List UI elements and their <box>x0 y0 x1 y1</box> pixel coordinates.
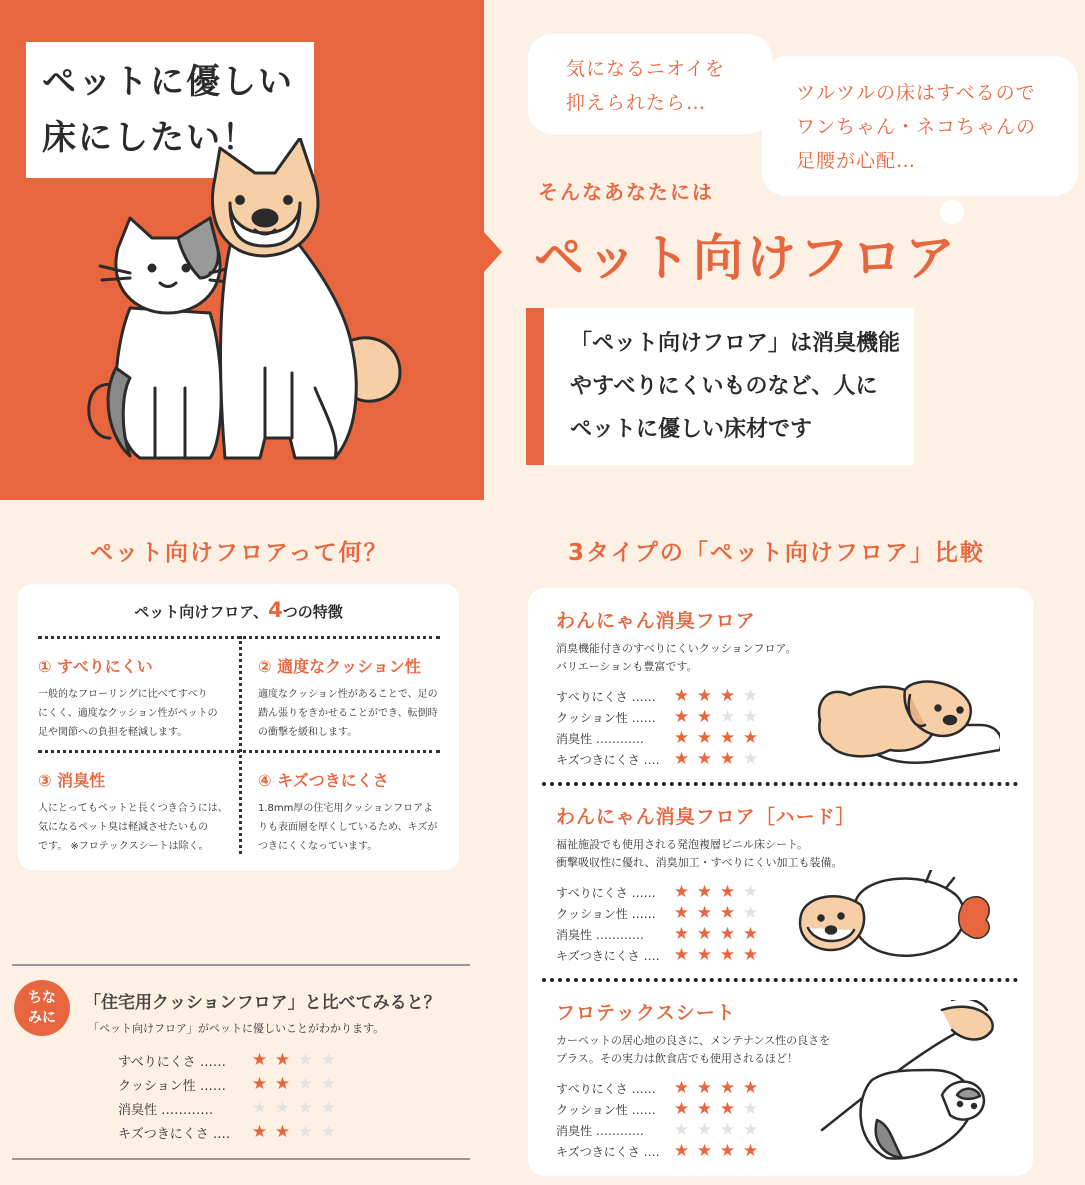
star-empty-icon: ★ <box>742 686 759 706</box>
dog-lying-illustration <box>796 870 996 966</box>
star-rating <box>248 1050 340 1071</box>
rating-row: 消臭性 ‥‥‥‥‥‥ ★ ★ ★ ★ <box>556 1120 856 1141</box>
star-filled-icon: ★ <box>673 749 690 769</box>
note-subtitle: 「ペット向けフロア」がペットに優しいことがわかります。 <box>88 1022 385 1035</box>
star-filled-icon: ★ <box>719 924 736 944</box>
rating-row: キズつきにくさ ‥‥ ★ ★ ★ ★ <box>556 945 856 966</box>
features-card-title: ペット向けフロア、4つの特徴 <box>134 598 343 622</box>
star-rating <box>670 686 762 707</box>
note-ratings <box>118 1048 340 1144</box>
star-empty-icon: ★ <box>742 749 759 769</box>
hero-intro: そんなあなたには <box>538 180 714 204</box>
star-filled-icon: ★ <box>251 1121 268 1142</box>
star-filled-icon: ★ <box>696 1078 713 1098</box>
star-empty-icon: ★ <box>297 1121 314 1142</box>
star-filled-icon: ★ <box>696 903 713 923</box>
star-filled-icon: ★ <box>673 1099 690 1119</box>
star-filled-icon: ★ <box>251 1073 268 1094</box>
star-empty-icon: ★ <box>320 1097 337 1118</box>
star-filled-icon: ★ <box>696 882 713 902</box>
star-filled-icon: ★ <box>696 728 713 748</box>
star-filled-icon: ★ <box>673 903 690 923</box>
star-filled-icon: ★ <box>719 749 736 769</box>
star-filled-icon: ★ <box>742 1078 759 1098</box>
rating-row: クッション性 ‥‥‥ ★ ★ ★ ★ <box>556 903 856 924</box>
star-filled-icon: ★ <box>719 1078 736 1098</box>
rating-row: キズつきにくさ ‥‥ ★ ★ ★ ★ <box>118 1120 340 1144</box>
star-rating <box>670 707 762 728</box>
star-filled-icon: ★ <box>742 945 759 965</box>
star-filled-icon: ★ <box>274 1121 291 1142</box>
star-rating <box>670 749 762 770</box>
star-filled-icon: ★ <box>274 1049 291 1070</box>
rating-row: クッション性 ‥‥‥ ★ ★ ★ ★ <box>556 1099 856 1120</box>
star-filled-icon: ★ <box>719 903 736 923</box>
rating-row: クッション性 ‥‥‥ ★ ★ ★ ★ <box>118 1072 340 1096</box>
star-rating <box>670 924 762 945</box>
star-filled-icon: ★ <box>673 686 690 706</box>
star-filled-icon: ★ <box>742 1141 759 1161</box>
star-empty-icon: ★ <box>719 1120 736 1140</box>
star-filled-icon: ★ <box>673 882 690 902</box>
rating-row: すべりにくさ ‥‥‥ ★ ★ ★ ★ <box>556 1078 856 1099</box>
star-filled-icon: ★ <box>251 1049 268 1070</box>
note-badge: ちな みに <box>14 980 70 1036</box>
star-rating <box>670 903 762 924</box>
cat-and-dog-illustration <box>60 138 430 483</box>
rating-row: 消臭性 ‥‥‥‥‥‥ ★ ★ ★ ★ <box>556 728 856 749</box>
floor-type-wannyan: わんにゃん消臭フロア 消臭機能付きのすべりにくいクッションフロア。 バリエーションも豊富です。 すべりにくさ ‥‥‥ ★ ★ ★ ★ クッション性 ‥‥‥ ★ ★ ★ ★ 消臭性 ‥‥‥‥‥‥ ★ ★ ★ ★ キズつきにくさ ‥‥ ★ ★ ★ ★ <box>556 606 856 770</box>
star-filled-icon: ★ <box>742 924 759 944</box>
star-empty-icon: ★ <box>320 1073 337 1094</box>
star-filled-icon: ★ <box>274 1073 291 1094</box>
floor-type-flotex: フロテックスシート カーペットの居心地の良さに、メンテナンス性の良さを プラス。その実力は飲食店でも使用されるほど！ すべりにくさ ‥‥‥ ★ ★ ★ ★ クッション性 ‥‥‥ ★ ★ ★ ★ 消臭性 ‥‥‥‥‥‥ ★ ★ ★ ★ キズつきにくさ ‥‥ ★ ★ ★ ★ <box>556 998 856 1162</box>
bubble-dot-small <box>926 184 938 196</box>
star-filled-icon: ★ <box>673 945 690 965</box>
rating-row: すべりにくさ ‥‥‥ ★ ★ ★ ★ <box>118 1048 340 1072</box>
comparison-card <box>528 588 1033 1176</box>
star-filled-icon: ★ <box>696 1141 713 1161</box>
star-empty-icon: ★ <box>696 1120 713 1140</box>
star-filled-icon: ★ <box>719 686 736 706</box>
feature-item: ① すべりにくい 一般的なフローリングに比べてすべり にくく、適度なクッション性がペットの 足や関節への負担を軽減します。 <box>38 657 218 738</box>
star-rating <box>670 1141 762 1162</box>
star-empty-icon: ★ <box>742 1120 759 1140</box>
divider <box>542 978 1018 982</box>
star-empty-icon: ★ <box>320 1121 337 1142</box>
divider <box>239 636 242 854</box>
star-empty-icon: ★ <box>320 1049 337 1070</box>
star-rating <box>670 945 762 966</box>
rating-row: すべりにくさ ‥‥‥ ★ ★ ★ ★ <box>556 686 856 707</box>
rating-row: 消臭性 ‥‥‥‥‥‥ ★ ★ ★ ★ <box>556 924 856 945</box>
star-filled-icon: ★ <box>673 924 690 944</box>
rating-row: キズつきにくさ ‥‥ ★ ★ ★ ★ <box>556 1141 856 1162</box>
star-empty-icon: ★ <box>719 707 736 727</box>
cat-playing-illustration <box>812 1000 1012 1162</box>
hero-title: ペット向けフロア <box>534 229 958 287</box>
star-filled-icon: ★ <box>719 1141 736 1161</box>
star-rating <box>670 1120 762 1141</box>
star-filled-icon: ★ <box>719 882 736 902</box>
star-filled-icon: ★ <box>696 749 713 769</box>
feature-item: ③ 消臭性 人にとってもペットと長くつき合うには、 気になるペット臭は軽減させたいもの です。 ※フロテックスシートは除く。 <box>38 771 228 852</box>
star-empty-icon: ★ <box>297 1049 314 1070</box>
star-filled-icon: ★ <box>696 686 713 706</box>
rating-row: すべりにくさ ‥‥‥ ★ ★ ★ ★ <box>556 882 856 903</box>
star-rating <box>670 1078 762 1099</box>
feature-item: ② 適度なクッション性 適度なクッション性があることで、足の 踏ん張りをきかせることができ、転倒時 の衝撃を緩和します。 <box>258 657 438 738</box>
star-empty-icon: ★ <box>274 1097 291 1118</box>
rating-row: クッション性 ‥‥‥ ★ ★ ★ ★ <box>556 707 856 728</box>
comparison-section-title: 3タイプの「ペット向けフロア」比較 <box>568 540 985 566</box>
note-title: 「住宅用クッションフロア」と比べてみると？ <box>84 993 441 1013</box>
speech-bubble-slippery: ツルツルの床はすべるので ワンちゃん・ネコちゃんの 足腰が心配… <box>762 56 1078 196</box>
hero-description: 「ペット向けフロア」は消臭機能 やすべりにくいものなど、人に ペットに優しい床材です <box>526 308 914 465</box>
features-section-title: ペット向けフロアって何？ <box>90 540 389 566</box>
star-empty-icon: ★ <box>297 1073 314 1094</box>
feature-item: ④ キズつきにくさ 1.8mm厚の住宅用クッションフロアよ りも表面層を厚くしているため、キズが つきにくくなっています。 <box>258 771 438 852</box>
star-filled-icon: ★ <box>696 924 713 944</box>
star-rating <box>670 1099 762 1120</box>
star-filled-icon: ★ <box>696 945 713 965</box>
star-rating <box>248 1122 340 1143</box>
star-filled-icon: ★ <box>719 1099 736 1119</box>
features-card <box>18 584 459 870</box>
star-rating <box>670 882 762 903</box>
dog-with-pillow-illustration <box>810 680 1000 772</box>
star-empty-icon: ★ <box>251 1097 268 1118</box>
star-filled-icon: ★ <box>673 1078 690 1098</box>
star-filled-icon: ★ <box>719 945 736 965</box>
star-empty-icon: ★ <box>673 1120 690 1140</box>
rating-row: 消臭性 ‥‥‥‥‥‥ ★ ★ ★ ★ <box>118 1096 340 1120</box>
star-empty-icon: ★ <box>742 903 759 923</box>
star-empty-icon: ★ <box>297 1097 314 1118</box>
star-filled-icon: ★ <box>696 707 713 727</box>
star-filled-icon: ★ <box>719 728 736 748</box>
star-rating <box>248 1098 340 1119</box>
star-empty-icon: ★ <box>742 882 759 902</box>
star-empty-icon: ★ <box>742 1099 759 1119</box>
speech-bubble-odor: 気になるニオイを 抑えられたら… <box>528 34 772 134</box>
star-filled-icon: ★ <box>696 1099 713 1119</box>
comparison-note <box>12 964 470 1160</box>
star-empty-icon: ★ <box>742 707 759 727</box>
star-rating <box>248 1074 340 1095</box>
floor-type-wannyan-hard: わんにゃん消臭フロア［ハード］ 福祉施設でも使用される発泡複層ビニル床シート。 衝撃吸収性に優れ、消臭加工・すべりにくい加工も装備。 すべりにくさ ‥‥‥ ★ ★ ★ ★ クッション性 ‥‥‥ ★ ★ ★ ★ 消臭性 ‥‥‥‥‥‥ ★ ★ ★ ★ キズつきにくさ ‥‥ ★ ★ ★ ★ <box>556 806 856 965</box>
star-rating <box>670 728 762 749</box>
rating-row: キズつきにくさ ‥‥ ★ ★ ★ ★ <box>556 749 856 770</box>
star-filled-icon: ★ <box>742 728 759 748</box>
star-filled-icon: ★ <box>673 728 690 748</box>
hero-arrow <box>484 232 502 272</box>
divider <box>542 782 1018 786</box>
star-filled-icon: ★ <box>673 707 690 727</box>
hero-headline: ペットに優しい 床にしたい！ <box>26 42 314 178</box>
star-filled-icon: ★ <box>673 1141 690 1161</box>
